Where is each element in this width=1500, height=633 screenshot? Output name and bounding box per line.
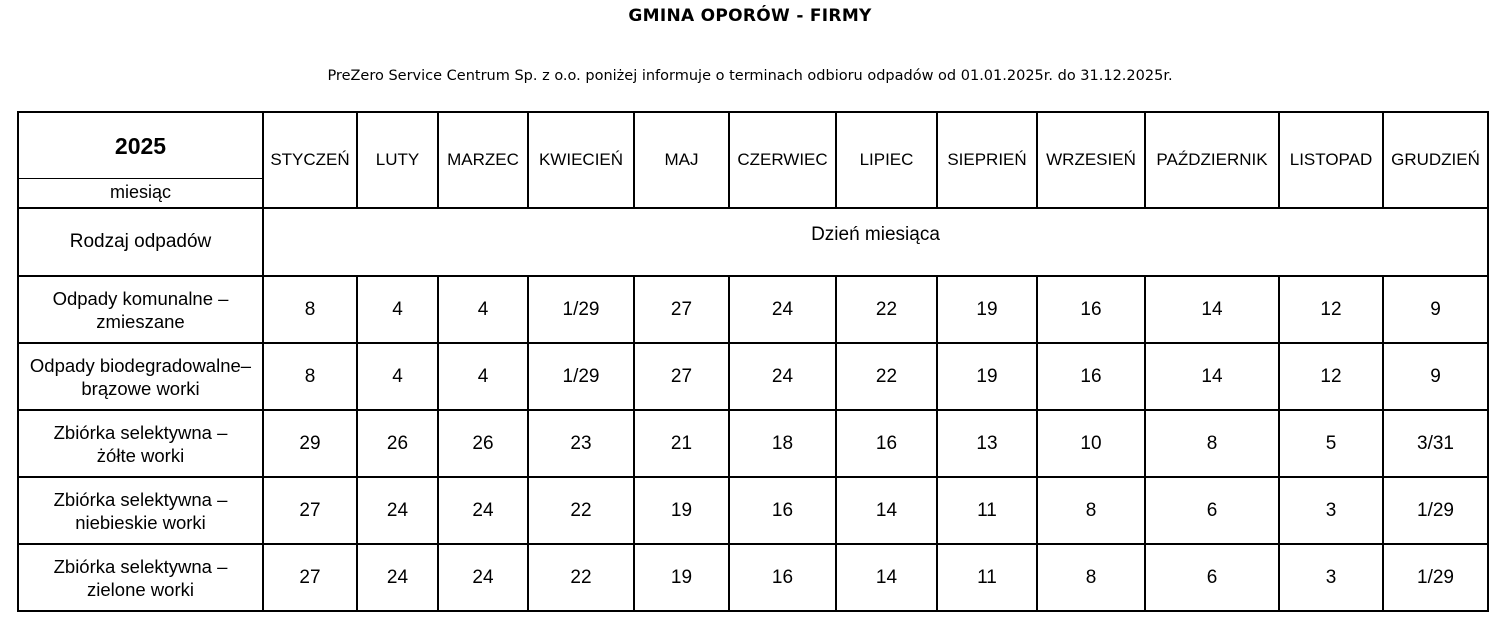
pickup-day-cell: 24 [438,477,528,544]
pickup-day-cell: 27 [634,276,729,343]
day-of-month-header: Dzień miesiąca [263,208,1488,276]
pickup-day-cell: 18 [729,410,836,477]
waste-type-line: zielone worki [87,578,194,600]
waste-type-line: Zbiórka selektywna – [53,421,228,443]
pickup-day-cell: 16 [729,544,836,611]
pickup-day-cell: 5 [1279,410,1383,477]
table-row [18,410,1488,477]
pickup-day-cell: 21 [634,410,729,477]
pickup-day-cell: 14 [836,544,937,611]
pickup-day-cell: 16 [1037,276,1145,343]
pickup-day-cell: 1/29 [1383,477,1488,544]
subheader-row [18,208,1488,276]
pickup-day-cell: 14 [1145,276,1279,343]
table-row [18,276,1488,343]
pickup-day-cell: 1/29 [1383,544,1488,611]
waste-type-line: Zbiórka selektywna – [53,555,228,577]
table-row [18,477,1488,544]
table-body [18,112,1488,611]
waste-type-cell [18,276,263,343]
pickup-day-cell: 11 [937,544,1037,611]
pickup-day-cell: 9 [1383,276,1488,343]
waste-type-line: brązowe worki [81,377,200,399]
month-header-cell: STYCZEŃ [263,112,357,208]
pickup-day-cell: 29 [263,410,357,477]
month-header-row [18,112,1488,208]
month-header-cell: MARZEC [438,112,528,208]
month-header-cell: LUTY [357,112,438,208]
pickup-day-cell: 14 [1145,343,1279,410]
waste-type-header: Rodzaj odpadów [18,208,263,276]
year-month-cell [18,112,263,208]
waste-type-cell [18,410,263,477]
month-header-cell: GRUDZIEŃ [1383,112,1488,208]
pickup-day-cell: 26 [438,410,528,477]
waste-type-line: Odpady biodegradowalne– [29,354,252,376]
pickup-day-cell: 16 [836,410,937,477]
month-header-cell: SIEPRIEŃ [937,112,1037,208]
page-subtitle: PreZero Service Centrum Sp. z o.o. poniżej informuje o terminach odbioru odpadów od 01.01.2025r. do 31.12.2025r. [327,68,1173,84]
pickup-day-cell: 22 [528,544,634,611]
pickup-day-cell: 3 [1279,544,1383,611]
pickup-day-cell: 6 [1145,477,1279,544]
pickup-day-cell: 8 [1037,477,1145,544]
page-title: GMINA OPORÓW - FIRMY [628,6,872,26]
pickup-day-cell: 24 [357,544,438,611]
year-label: 2025 [19,114,262,179]
waste-type-cell [18,544,263,611]
month-header-cell: MAJ [634,112,729,208]
pickup-day-cell: 8 [1145,410,1279,477]
pickup-day-cell: 26 [357,410,438,477]
waste-type-line: zmieszane [96,310,185,332]
pickup-day-cell: 1/29 [528,276,634,343]
waste-type-line: Odpady komunalne – [52,287,229,309]
month-header-cell: CZERWIEC [729,112,836,208]
pickup-day-cell: 27 [263,544,357,611]
pickup-day-cell: 4 [357,343,438,410]
pickup-day-cell: 12 [1279,276,1383,343]
pickup-day-cell: 27 [263,477,357,544]
pickup-day-cell: 4 [357,276,438,343]
pickup-day-cell: 19 [634,544,729,611]
table-row [18,544,1488,611]
pickup-day-cell: 19 [937,343,1037,410]
waste-type-line: żółte worki [96,444,185,466]
table-row [18,343,1488,410]
pickup-day-cell: 24 [438,544,528,611]
pickup-day-cell: 8 [263,276,357,343]
pickup-day-cell: 6 [1145,544,1279,611]
pickup-day-cell: 16 [729,477,836,544]
collection-schedule-table [17,111,1489,612]
pickup-day-cell: 14 [836,477,937,544]
pickup-day-cell: 23 [528,410,634,477]
month-header-cell: KWIECIEŃ [528,112,634,208]
pickup-day-cell: 1/29 [528,343,634,410]
month-header-cell: LISTOPAD [1279,112,1383,208]
pickup-day-cell: 12 [1279,343,1383,410]
pickup-day-cell: 4 [438,276,528,343]
pickup-day-cell: 3 [1279,477,1383,544]
pickup-day-cell: 19 [634,477,729,544]
month-label: miesiąc [109,182,171,202]
pickup-day-cell: 16 [1037,343,1145,410]
pickup-day-cell: 4 [438,343,528,410]
pickup-day-cell: 24 [729,343,836,410]
pickup-day-cell: 22 [528,477,634,544]
pickup-day-cell: 3/31 [1383,410,1488,477]
pickup-day-cell: 8 [263,343,357,410]
pickup-day-cell: 10 [1037,410,1145,477]
month-header-cell: WRZESIEŃ [1037,112,1145,208]
waste-type-line: niebieskie worki [75,511,206,533]
waste-type-line: Zbiórka selektywna – [53,488,228,510]
month-header-cell: PAŹDZIERNIK [1145,112,1279,208]
pickup-day-cell: 11 [937,477,1037,544]
pickup-day-cell: 22 [836,343,937,410]
pickup-day-cell: 9 [1383,343,1488,410]
pickup-day-cell: 22 [836,276,937,343]
waste-type-cell [18,477,263,544]
month-header-cell: LIPIEC [836,112,937,208]
pickup-day-cell: 24 [729,276,836,343]
pickup-day-cell: 8 [1037,544,1145,611]
pickup-day-cell: 24 [357,477,438,544]
pickup-day-cell: 27 [634,343,729,410]
pickup-day-cell: 13 [937,410,1037,477]
waste-type-cell [18,343,263,410]
pickup-day-cell: 19 [937,276,1037,343]
